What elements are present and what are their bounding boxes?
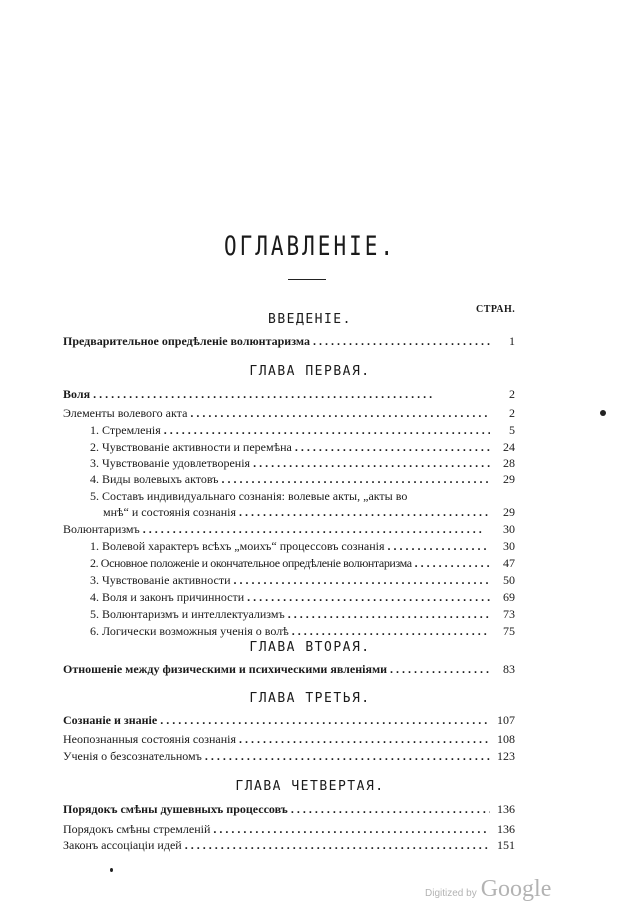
toc-subentry-first-line: 5. Составъ индивидуальнаго сознанія: волевые акты, „акты во (90, 489, 408, 503)
toc-entry: Предварительное опредѣленіе волюнтаризма . . 1 (63, 334, 515, 348)
toc-subentry: 3. Чувствованіе удовлетворенія . . 28 (90, 456, 515, 470)
toc-subentry: 3. Чувствованіе активности . . 50 (90, 573, 515, 587)
toc-subentry: 4. Воля и законъ причинности . . 69 (90, 590, 515, 604)
toc-subentry: 1. Волевой характеръ всѣхъ „моихъ“ процессовъ сознанія . . 30 (90, 539, 515, 553)
toc-entry: Волюнтаризмъ . . 30 (63, 522, 515, 536)
toc-entry: Ученія о безсознательномъ . . 123 (63, 749, 515, 763)
toc-entry: Отношеніе между физическими и психическими явленіями . . 83 (63, 662, 515, 676)
toc-entry: Воля . . 2 (63, 387, 515, 401)
toc-subentry: 5. Волюнтаризмъ и интеллектуализмъ . . 73 (90, 607, 515, 621)
section-heading-intro: ВВЕДЕНІЕ. (268, 312, 352, 327)
toc-subentry: мнѣ“ и состоянія сознанія . . 29 (103, 505, 515, 519)
toc-entry: Порядокъ смѣны душевныхъ процессовъ . . 136 (63, 802, 515, 816)
toc-entry: Порядокъ смѣны стремленій . . 136 (63, 822, 515, 836)
toc-subentry: 6. Логически возможныя ученія о волѣ . . 75 (90, 624, 515, 638)
toc-subentry: 2. Чувствованіе активности и перемѣна . . 24 (90, 440, 515, 454)
toc-subentry: 2. Основное положеніе и окончательное опредѣленіе волюнтаризма . . 47 (90, 556, 515, 570)
google-logo: Google (480, 876, 552, 902)
toc-entry: Законъ ассоціаціи идей . . 151 (63, 838, 515, 852)
toc-subentry: 4. Виды волевыхъ актовъ . . 29 (90, 472, 515, 486)
ink-blot (600, 410, 606, 416)
toc-entry: Неопознанныя состоянія сознанія . . 108 (63, 732, 515, 746)
digitized-watermark: Digitized by Google (425, 876, 552, 902)
title-rule (288, 279, 326, 280)
toc-entry: Элементы волевого акта . . 2 (63, 406, 515, 420)
toc-subentry: 1. Стремленія . . 5 (90, 423, 515, 437)
section-heading-ch1: ГЛАВА ПЕРВАЯ. (249, 364, 371, 379)
ink-blot (110, 868, 113, 872)
page-column-label: СТРАН. (476, 304, 516, 315)
section-heading-ch3: ГЛАВА ТРЕТЬЯ. (249, 691, 371, 706)
page-title: ОГЛАВЛЕНІЕ. (223, 231, 397, 261)
section-heading-ch4: ГЛАВА ЧЕТВЕРТАЯ. (235, 779, 385, 794)
section-heading-ch2: ГЛАВА ВТОРАЯ. (249, 640, 371, 655)
toc-entry: Сознаніе и знаніе . . 107 (63, 713, 515, 727)
